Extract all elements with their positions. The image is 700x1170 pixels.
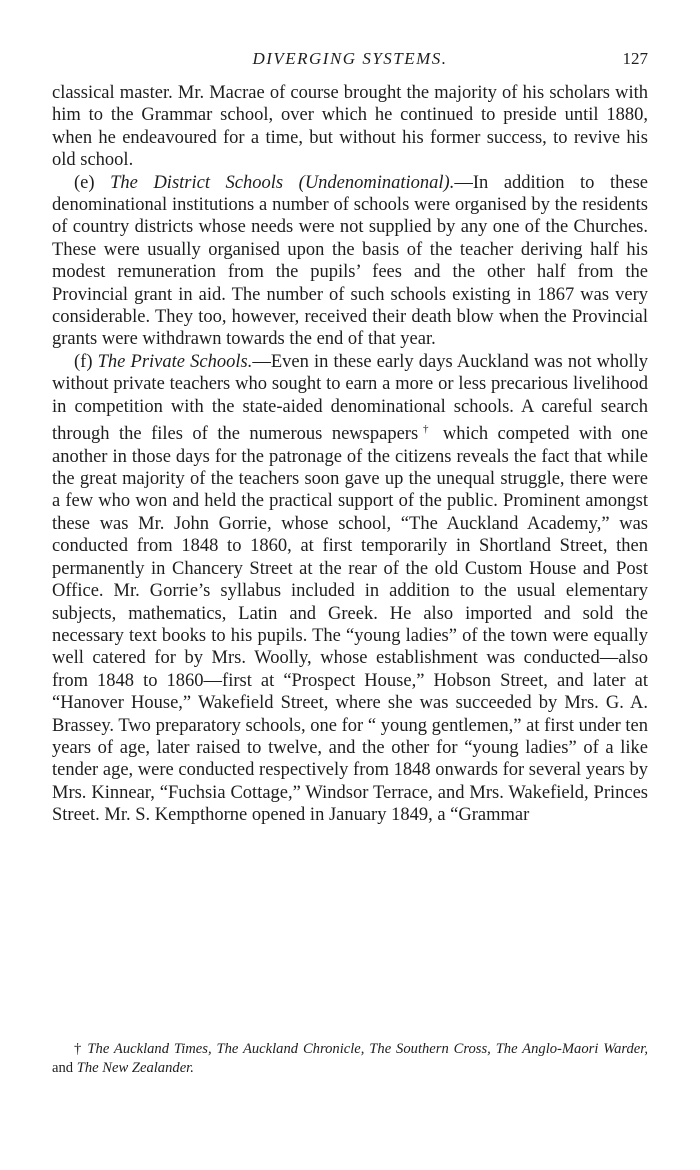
paragraph-text: —Even in these early days Auckland was not wholly without private teachers who sought to earn a more or less precarious livelihood in competition with the state-aided denominational schools. A careful search through the files of the numerous newspapers (52, 351, 649, 445)
paragraph-text: —In addition to these denominational institutions a number of schools were organised by the residents of country districts whose needs were not supplied by any one of the Churches. These were usually organised upon the basis of the teacher deriving half his modest remuneration from the pupils’ fees and the other half from the Provincial grant in aid. The number of such schools existing in 1867 was very considerable. They too, however, received their death blow when the Provincial grants were withdrawn towards the end of that year. (52, 172, 648, 350)
footnote-reference: † (418, 423, 434, 436)
newspaper-title: The Anglo-Maori Warder, (495, 1041, 648, 1057)
paragraph-continuation (52, 82, 648, 172)
paragraph-text: classical master. Mr. Macrae of course brought the majority of his scholars with him to the Grammar school, over which he continued to preside until 1880, when he endeavoured for a time, but without his former success, to revive his old school. (52, 83, 648, 171)
footnote-dagger: † (74, 1041, 83, 1057)
paragraph-text: which competed with one another in those days for the patronage of the citizens reveals the fact that while the great majority of the teachers soon gave up the unequal struggle, there were a few who won and held the practical support of the public. Prominent amongst these was Mr. John Gorrie, whose school, “The Auckland Academy,” was conducted from 1848 to 1860, at first temporarily in Shortland Street, then permanently in Chancery Street at the rear of the old Custom House and Post Office. Mr. Gorrie’s syllabus included in addition to the usual elementary subjects, mathematics, Latin and Greek. He also imported and sold the necessary text books to his pupils. The “young ladies” of the town were equally well catered for by Mrs. Woolly, whose establishment was conducted—also from 1848 to 1860—first at “Prospect House,” Hobson Street, and later at “Hanover House,” Wakefield Street, where she was succeeded by Mrs. G. A. Brassey. Two preparatory schools, one for “ young gentlemen,” at first under ten years of age, later raised to twelve, and the other for “young ladies” of a like tender age, were conducted respectively from 1848 onwards for several years by Mrs. Kinnear, “Fuchsia Cottage,” Windsor Terrace, and Mrs. Wakefield, Princes Street. Mr. S. Kempthorne opened in January 1849, a “Grammar (52, 424, 649, 826)
paragraph-private-schools (52, 351, 648, 827)
footnote (52, 1040, 648, 1078)
page-number: 127 (622, 49, 648, 68)
section-marker: (f) (74, 351, 93, 372)
section-heading: The District Schools (Undenominational). (110, 172, 455, 193)
newspaper-title: The Southern Cross, (369, 1041, 491, 1057)
newspaper-title: The Auckland Times, (87, 1041, 212, 1057)
paragraph-district-schools (52, 172, 648, 351)
running-title: DIVERGING SYSTEMS. (252, 49, 448, 68)
newspaper-title: The Auckland Chronicle, (216, 1041, 365, 1057)
section-marker: (e) (74, 172, 95, 193)
newspaper-title: The New Zealander. (76, 1060, 194, 1076)
footnote-conjunction: and (52, 1060, 74, 1076)
section-heading: The Private Schools. (97, 351, 253, 372)
body-text (52, 82, 648, 827)
page-header (52, 46, 648, 72)
